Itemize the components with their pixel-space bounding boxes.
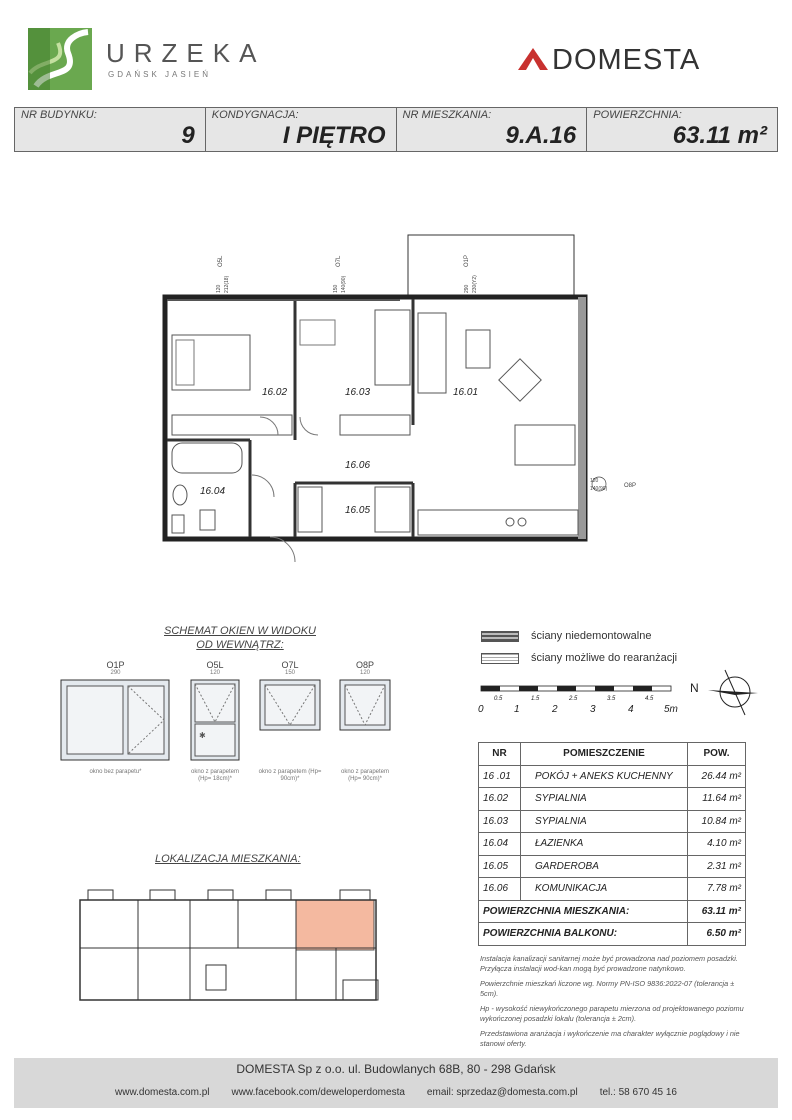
row-room: GARDEROBA bbox=[521, 855, 688, 878]
urzeka-logo bbox=[28, 28, 92, 90]
row-nr: 16.06 bbox=[479, 878, 521, 901]
scale-major-1: 1 bbox=[514, 704, 520, 715]
info-floor bbox=[206, 108, 397, 151]
window-width: 150 bbox=[284, 670, 295, 676]
table-row bbox=[479, 765, 746, 788]
row-area: 10.84 m² bbox=[688, 810, 746, 833]
info-area bbox=[587, 108, 777, 151]
svg-text:✱: ✱ bbox=[199, 731, 206, 740]
col-area: POW. bbox=[688, 743, 746, 766]
window-note: okno bez parapetu* bbox=[89, 769, 142, 775]
window-tag: O8P bbox=[624, 483, 637, 489]
legend-item-movable bbox=[481, 652, 677, 664]
window-dim: 212(18) bbox=[224, 275, 230, 293]
note-item: Instalacja kanalizacji sanitarnej może być prowadzona nad poziomem posadzki. Przyłącza instalacji wod-kan mogą być prowadzone natynkowo. bbox=[480, 954, 738, 973]
room-table bbox=[478, 742, 746, 946]
scale-minor-3: 3.5 bbox=[607, 696, 616, 702]
table-row bbox=[479, 788, 746, 811]
scale-major-5: 5m bbox=[664, 704, 678, 715]
row-nr: 16.03 bbox=[479, 810, 521, 833]
sum-living-label: POWIERZCHNIA MIESZKANIA: bbox=[479, 900, 688, 923]
info-value: 9.A.16 bbox=[505, 122, 577, 149]
location-plan bbox=[78, 880, 378, 1005]
footer bbox=[14, 1058, 778, 1108]
scale-bar bbox=[478, 683, 678, 719]
window-dim: 120 bbox=[590, 478, 599, 484]
scale-minor-2: 2.5 bbox=[569, 696, 578, 702]
note-item: Powierzchnie mieszkań liczone wg. Normy PN-ISO 9836:2022-07 (tolerancja ± 5cm). bbox=[480, 979, 735, 998]
footer-company: DOMESTA Sp z o.o. ul. Budowlanych 68B, 80 - 298 Gdańsk bbox=[236, 1062, 556, 1076]
row-area: 7.78 m² bbox=[688, 878, 746, 901]
scale-minor-1: 1.5 bbox=[531, 696, 540, 702]
window-tag: O7L bbox=[336, 255, 342, 267]
window-o8p bbox=[335, 660, 395, 783]
window-o7l bbox=[255, 660, 325, 783]
row-room: SYPIALNIA bbox=[521, 810, 688, 833]
window-o5l-drawing bbox=[185, 676, 245, 764]
window-note: okno z parapetem (Hp= 18cm)* bbox=[190, 769, 240, 782]
legend-swatch bbox=[481, 653, 519, 664]
window-dim: 140(90) bbox=[590, 486, 608, 492]
info-value: 63.11 m² bbox=[672, 122, 767, 149]
window-dim: 290 bbox=[464, 284, 470, 293]
window-name: O7L bbox=[281, 660, 299, 670]
window-dim: 140(90) bbox=[341, 275, 347, 293]
info-label: POWIERZCHNIA: bbox=[593, 109, 682, 121]
footer-facebook-link[interactable]: www.facebook.com/deweloperdomesta bbox=[231, 1087, 405, 1098]
row-nr: 16.02 bbox=[479, 788, 521, 811]
sum-living-value: 63.11 m² bbox=[688, 900, 746, 923]
window-name: O5L bbox=[206, 660, 224, 670]
table-header bbox=[479, 743, 746, 766]
col-room: POMIESZCZENIE bbox=[521, 743, 688, 766]
note-item: Hp - wysokość niewykończonego parapetu mierzona od projektowanego poziomu wykończonej posadzki lokalu (tolerancja ± 2cm). bbox=[480, 1004, 744, 1023]
info-label: KONDYGNACJA: bbox=[211, 109, 299, 121]
window-name: O1P bbox=[106, 660, 125, 670]
room-label: 16.03 bbox=[345, 387, 371, 398]
info-apartment bbox=[397, 108, 588, 151]
window-schema-title bbox=[140, 624, 340, 652]
sum-balcony-row bbox=[479, 923, 746, 946]
schema-title-line1: SCHEMAT OKIEN W WIDOKU bbox=[164, 625, 316, 637]
window-dim: 120 bbox=[216, 284, 222, 293]
legend-label: ściany możliwe do rearanżacji bbox=[531, 652, 678, 664]
row-area: 26.44 m² bbox=[688, 765, 746, 788]
schema-title-line2: OD WEWNĄTRZ: bbox=[196, 639, 284, 651]
room-label: 16.02 bbox=[262, 387, 288, 398]
window-tag: O5L bbox=[218, 255, 224, 267]
window-width: 120 bbox=[209, 670, 220, 676]
window-o7l-drawing bbox=[255, 676, 325, 764]
row-room: KOMUNIKACJA bbox=[521, 878, 688, 901]
north-arrow-icon bbox=[690, 665, 760, 720]
row-area: 2.31 m² bbox=[688, 855, 746, 878]
row-area: 11.64 m² bbox=[688, 788, 746, 811]
room-label: 16.04 bbox=[200, 486, 226, 497]
info-value: 9 bbox=[181, 122, 195, 149]
footer-links bbox=[14, 1087, 778, 1098]
scale-major-4: 4 bbox=[628, 704, 634, 715]
window-width: 120 bbox=[359, 670, 370, 676]
north-label: N bbox=[690, 681, 699, 695]
footer-email-link[interactable]: email: sprzedaz@domesta.com.pl bbox=[426, 1087, 578, 1098]
apartment-info-bar bbox=[14, 107, 778, 152]
domesta-logo-icon bbox=[518, 48, 548, 70]
table-row bbox=[479, 833, 746, 856]
table-row bbox=[479, 810, 746, 833]
info-value: I PIĘTRO bbox=[282, 122, 386, 149]
table-row bbox=[479, 855, 746, 878]
sum-balcony-label: POWIERZCHNIA BALKONU: bbox=[479, 923, 688, 946]
brand-subtitle: GDAŃSK JASIEŃ bbox=[108, 70, 212, 79]
scale-major-0: 0 bbox=[478, 704, 484, 715]
notes bbox=[480, 954, 752, 1054]
row-nr: 16.05 bbox=[479, 855, 521, 878]
info-label: NR BUDYNKU: bbox=[21, 109, 97, 121]
window-dim: 230(Y2) bbox=[472, 275, 478, 293]
developer-name: DOMESTA bbox=[552, 44, 701, 76]
room-label: 16.01 bbox=[453, 387, 479, 398]
row-nr: 16 .01 bbox=[479, 765, 521, 788]
window-note: okno z parapetem (Hp= 90cm)* bbox=[340, 769, 390, 782]
window-dim: 150 bbox=[333, 284, 339, 293]
col-nr: NR bbox=[479, 743, 521, 766]
window-o5l bbox=[185, 660, 245, 783]
window-o1p-drawing bbox=[58, 676, 173, 764]
brand-name: URZEKA bbox=[106, 38, 266, 68]
footer-phone: tel.: 58 670 45 16 bbox=[599, 1087, 677, 1098]
window-o8p-drawing bbox=[335, 676, 395, 764]
scale-minor-0: 0.5 bbox=[494, 696, 503, 702]
window-width: 290 bbox=[110, 670, 121, 676]
floor-plan bbox=[150, 225, 637, 575]
legend-swatch bbox=[481, 631, 519, 642]
note-item: Przedstawiona aranżacja i wykończenie ma charakter wyłącznie poglądowy i nie stanowi oferty. bbox=[480, 1029, 740, 1048]
info-label: NR MIESZKANIA: bbox=[402, 109, 492, 121]
footer-www-link[interactable]: www.domesta.com.pl bbox=[115, 1087, 210, 1098]
window-o1p bbox=[58, 660, 173, 776]
room-label: 16.05 bbox=[345, 505, 371, 516]
row-room: POKÓJ + ANEKS KUCHENNY bbox=[521, 765, 688, 788]
row-area: 4.10 m² bbox=[688, 833, 746, 856]
row-nr: 16.04 bbox=[479, 833, 521, 856]
window-tag: O1P bbox=[464, 254, 470, 267]
location-title: LOKALIZACJA MIESZKANIA: bbox=[155, 853, 301, 865]
scale-major-2: 2 bbox=[552, 704, 558, 715]
scale-major-3: 3 bbox=[590, 704, 596, 715]
row-room: ŁAZIENKA bbox=[521, 833, 688, 856]
room-label: 16.06 bbox=[345, 460, 371, 471]
legend-label: ściany niedemontowalne bbox=[531, 630, 652, 642]
scale-minor-4: 4.5 bbox=[645, 696, 654, 702]
row-room: SYPIALNIA bbox=[521, 788, 688, 811]
info-building bbox=[15, 108, 206, 151]
table-row bbox=[479, 878, 746, 901]
window-note: okno z parapetem (Hp= 90cm)* bbox=[258, 769, 322, 782]
legend-item-fixed bbox=[481, 630, 651, 642]
window-name: O8P bbox=[355, 660, 374, 670]
sum-living-row bbox=[479, 900, 746, 923]
sum-balcony-value: 6.50 m² bbox=[688, 923, 746, 946]
